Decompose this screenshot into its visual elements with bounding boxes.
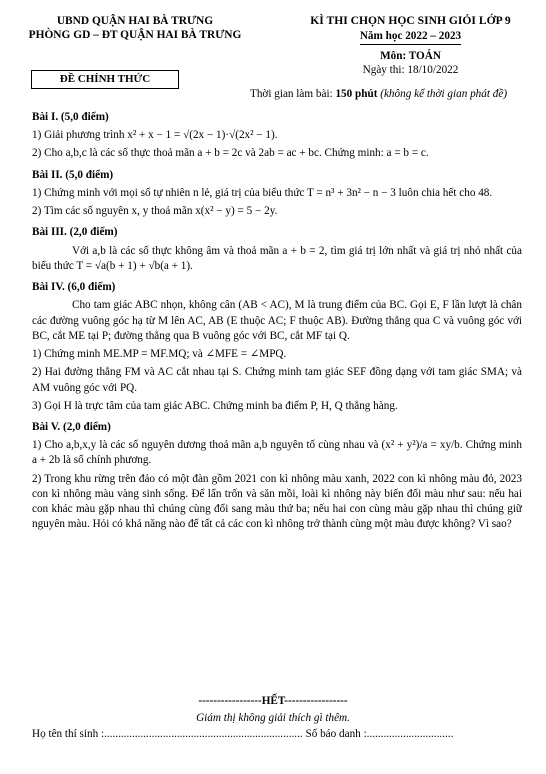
section-1-title: Bài I. (5,0 điểm)	[32, 111, 109, 123]
department-line-2: PHÒNG GD – ĐT QUẬN HAI BÀ TRƯNG	[28, 29, 242, 42]
time-label: Thời gian làm bài:	[250, 88, 333, 100]
subject: Môn: TOÁN	[380, 50, 441, 63]
section-5-question-2: 2) Trong khu rừng trên đảo có một đàn gồm 2021 con kì nhông màu xanh, 2022 con kì nhông màu đỏ, 2023 con kì nhông màu vàng sinh sống. Để lẩn trốn và săn mồi, loài kì nhông này biến đổi màu như sau: nếu hai con khác màu gặp nhau thì chúng cùng đổi sang màu thứ ba; nếu hai con cùng màu gặp nhau thì chúng giữ nguyên màu. Hỏi có khả năng nào để tất cả các con kì nhông trở thành cùng một màu được không? Vì sao?	[32, 472, 522, 531]
section-4-question-3: 3) Gọi H là trực tâm của tam giác ABC. Chứng minh ba điểm P, H, Q thẳng hàng.	[32, 399, 398, 412]
end-marker: -----------------HẾT-----------------	[198, 695, 348, 707]
section-3-title: Bài III. (2,0 điểm)	[32, 226, 118, 239]
time-note: (không kể thời gian phát đề)	[380, 88, 508, 100]
section-5-question-1: 1) Cho a,b,x,y là các số nguyên dương thoả mãn a,b nguyên tố cùng nhau và (x² + y²)/a = xy/b. Chứng minh a + 2b là số chính phương.	[32, 439, 522, 467]
section-3-paragraph: Với a,b là các số thực không âm và thoả mãn a + b = 2, tìm giá trị lớn nhất và giá trị nhỏ nhất của biểu thức T = √a(b + 1) + √b(a + 1).	[32, 244, 522, 272]
section-2-title: Bài II. (5,0 điểm)	[32, 168, 114, 181]
section-2-question-2: 2) Tìm các số nguyên x, y thoả mãn x(x² − y) = 5 − 2y.	[32, 205, 278, 218]
section-4-question-2: 2) Hai đường thẳng FM và AC cắt nhau tại S. Chứng minh tam giác SEF đồng dạng với tam giác SMA; và AM vuông góc với PQ.	[32, 366, 522, 394]
time-line	[250, 87, 540, 102]
proctor-note: Giám thị không giải thích gì thêm.	[196, 712, 350, 724]
section-1-question-1: 1) Giải phương trình x² + x − 1 = √(2x − 1)·√(2x² − 1).	[32, 129, 278, 142]
section-5-title: Bài V. (2,0 điểm)	[32, 420, 111, 433]
department-line-1: UBND QUẬN HAI BÀ TRƯNG	[56, 15, 214, 27]
exam-content	[32, 104, 522, 536]
section-1-question-2: 2) Cho a,b,c là các số thực thoả mãn a + b = 2c và 2ab = ac + bc. Chứng minh: a = b = c.	[32, 147, 429, 160]
department-header	[20, 14, 250, 43]
section-4-paragraph: Cho tam giác ABC nhọn, không cân (AB < AC), M là trung điểm của BC. Gọi E, F lần lượt là chân các đường vuông góc hạ từ M lên AC, AB (E thuộc AC; F thuộc AB). Đường thẳng qua C và vuông góc với BC, cắt ME tại P; đường thẳng qua B vuông góc với BC, cắt MF tại Q.	[32, 299, 522, 342]
time-value: 150 phút	[335, 88, 378, 100]
official-exam-badge: ĐỀ CHÍNH THỨC	[31, 70, 179, 89]
candidate-info-line: Họ tên thí sinh :....................................................................... Số báo danh :...............................	[32, 728, 454, 740]
exam-header	[288, 14, 533, 78]
section-2-question-1: 1) Chứng minh với mọi số tự nhiên n lẻ, giá trị của biểu thức T = n³ + 3n² − n − 3 luôn chia hết cho 48.	[32, 186, 493, 199]
school-year: Năm học 2022 – 2023	[360, 29, 461, 45]
exam-date: Ngày thi: 18/10/2022	[362, 64, 459, 77]
section-4-title: Bài IV. (6,0 điểm)	[32, 281, 116, 294]
section-4-question-1: 1) Chứng minh ME.MP = MF.MQ; và ∠MFE = ∠MPQ.	[32, 348, 287, 361]
exam-title: KÌ THI CHỌN HỌC SINH GIỎI LỚP 9	[310, 14, 511, 27]
